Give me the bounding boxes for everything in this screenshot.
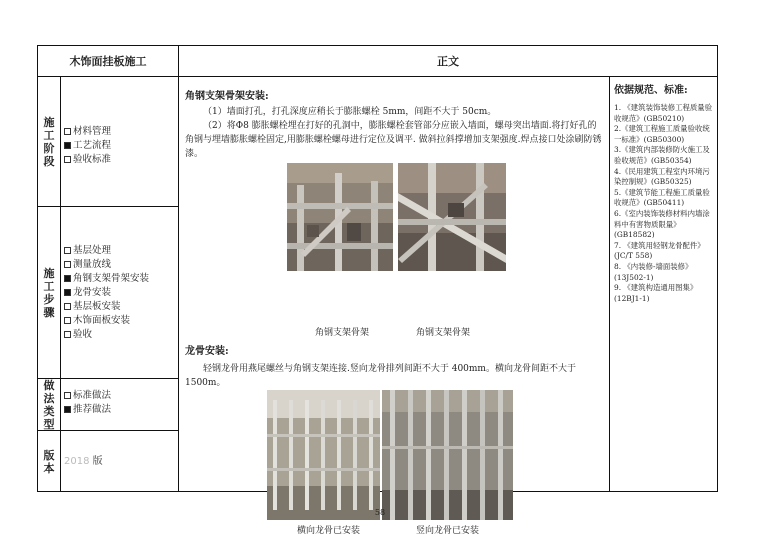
checkbox-checked-icon[interactable]: [64, 275, 71, 282]
section1-paragraph-2: （2）将Φ8 膨胀螺栓埋在打好的孔洞中，膨胀螺栓套管部分应嵌入墙面，螺母突出墙面.将打好孔的角钢与埋墙膨胀螺栓固定,用膨胀螺栓螺母进行定位及调平. 做斜拉斜撑增加支架强度.焊点接口处涂刷防锈漆。: [185, 121, 602, 159]
reference-item: 5.《建筑节能工程施工质量验收规范》(GB50411): [614, 187, 710, 208]
step-item[interactable]: 角钢支架骨架安装: [64, 272, 149, 286]
photo-caption-3: 横向龙骨已安装: [297, 526, 361, 536]
reference-item: 7. 《建筑用轻钢龙骨配件》(JC/T 558): [614, 240, 705, 261]
keel-image: [267, 390, 380, 520]
phase-cell: [38, 76, 178, 206]
phase-item-process[interactable]: 工艺流程: [64, 139, 111, 153]
references-list: [614, 103, 716, 304]
steps-cell: [38, 206, 178, 378]
method-item-standard[interactable]: 标准做法: [64, 389, 111, 403]
method-label: 做 法 类 型: [38, 379, 61, 431]
keel-image: [382, 390, 513, 520]
angle-steel-image: [287, 163, 393, 271]
step-item[interactable]: 基层板安装: [64, 300, 149, 314]
keel-photo-2: [382, 390, 513, 520]
photo-caption-2: 角钢支架骨架: [416, 328, 471, 338]
checkbox-icon[interactable]: [64, 247, 71, 254]
method-cell: [38, 378, 178, 430]
section2-paragraph-1: 轻钢龙骨用燕尾螺丝与角钢支架连接.竖向龙骨排列间距不大于 400mm。横向龙骨间距不大于1500m。: [185, 364, 576, 388]
version-cell: [38, 430, 178, 491]
method-list: [64, 389, 111, 417]
reference-item: 4.《民用建筑工程室内环境污染控制规》(GB50325): [614, 166, 710, 187]
reference-item: 3.《建筑内部装修防火施工及验收规范》(GB50354): [614, 145, 710, 165]
checkbox-icon[interactable]: [64, 156, 71, 163]
phase-item-acceptance[interactable]: 验收标准: [64, 153, 111, 167]
checkbox-icon[interactable]: [64, 261, 71, 268]
angle-steel-image: [398, 163, 506, 271]
keel-photo-1: [267, 390, 380, 520]
reference-item: 6.《室内装饰装修材料内墙涂料中有害物质限量》(GB18582): [614, 208, 710, 240]
section-title-angle-steel: 角钢支架骨架安装:: [185, 91, 269, 102]
reference-item: 8. 《内装修-墙面装修》(13J502-1): [614, 261, 693, 282]
spec-table: [37, 45, 718, 536]
checkbox-icon[interactable]: [64, 303, 71, 310]
section-title-keel: 龙骨安装:: [185, 346, 229, 357]
steps-label: 施 工 步 骤: [38, 207, 61, 379]
angle-steel-photo-1: [287, 163, 393, 271]
reference-item: 2.《建筑工程施工质量验收统一标准》(GB50300): [614, 124, 710, 144]
checkbox-icon[interactable]: [64, 392, 71, 399]
photo-caption-1: 角钢支架骨架: [315, 328, 370, 338]
step-item[interactable]: 测量放线: [64, 258, 149, 272]
steps-list: [64, 244, 149, 342]
reference-item: 1. 《建筑装饰装修工程质量验收规范》(GB50210): [614, 103, 713, 123]
checkbox-icon[interactable]: [64, 331, 71, 338]
references-title: 依据规范、标准:: [614, 85, 688, 96]
page-number: 58: [374, 508, 386, 517]
step-item[interactable]: 基层处理: [64, 244, 149, 258]
phase-list: [64, 125, 111, 167]
phase-item-materials[interactable]: 材料管理: [64, 125, 111, 139]
checkbox-icon[interactable]: [64, 128, 71, 135]
version-text: 2018 版: [64, 456, 103, 467]
phase-label: 施 工 阶 段: [38, 77, 61, 207]
right-title: 正文: [178, 46, 717, 76]
version-label: 版 本: [38, 431, 61, 492]
checkbox-checked-icon[interactable]: [64, 289, 71, 296]
method-item-recommended[interactable]: 推荐做法: [64, 403, 111, 417]
reference-item: 9. 《建筑构造通用图集》(12BJ1-1): [614, 283, 698, 303]
step-item[interactable]: 木饰面板安装: [64, 314, 149, 328]
left-title: 木饰面挂板施工: [69, 55, 147, 68]
checkbox-icon[interactable]: [64, 317, 71, 324]
step-item[interactable]: 龙骨安装: [64, 286, 149, 300]
checkbox-checked-icon[interactable]: [64, 406, 71, 413]
checkbox-checked-icon[interactable]: [64, 142, 71, 149]
photo-caption-4: 竖向龙骨已安装: [416, 526, 480, 536]
step-item[interactable]: 验收: [64, 328, 149, 342]
references-area: [609, 76, 717, 491]
section1-paragraph-1: （1）墙面打孔，打孔深度应稍长于膨胀螺栓 5mm，间距不大于 50cm。: [203, 107, 497, 117]
angle-steel-photo-2: [398, 163, 506, 271]
